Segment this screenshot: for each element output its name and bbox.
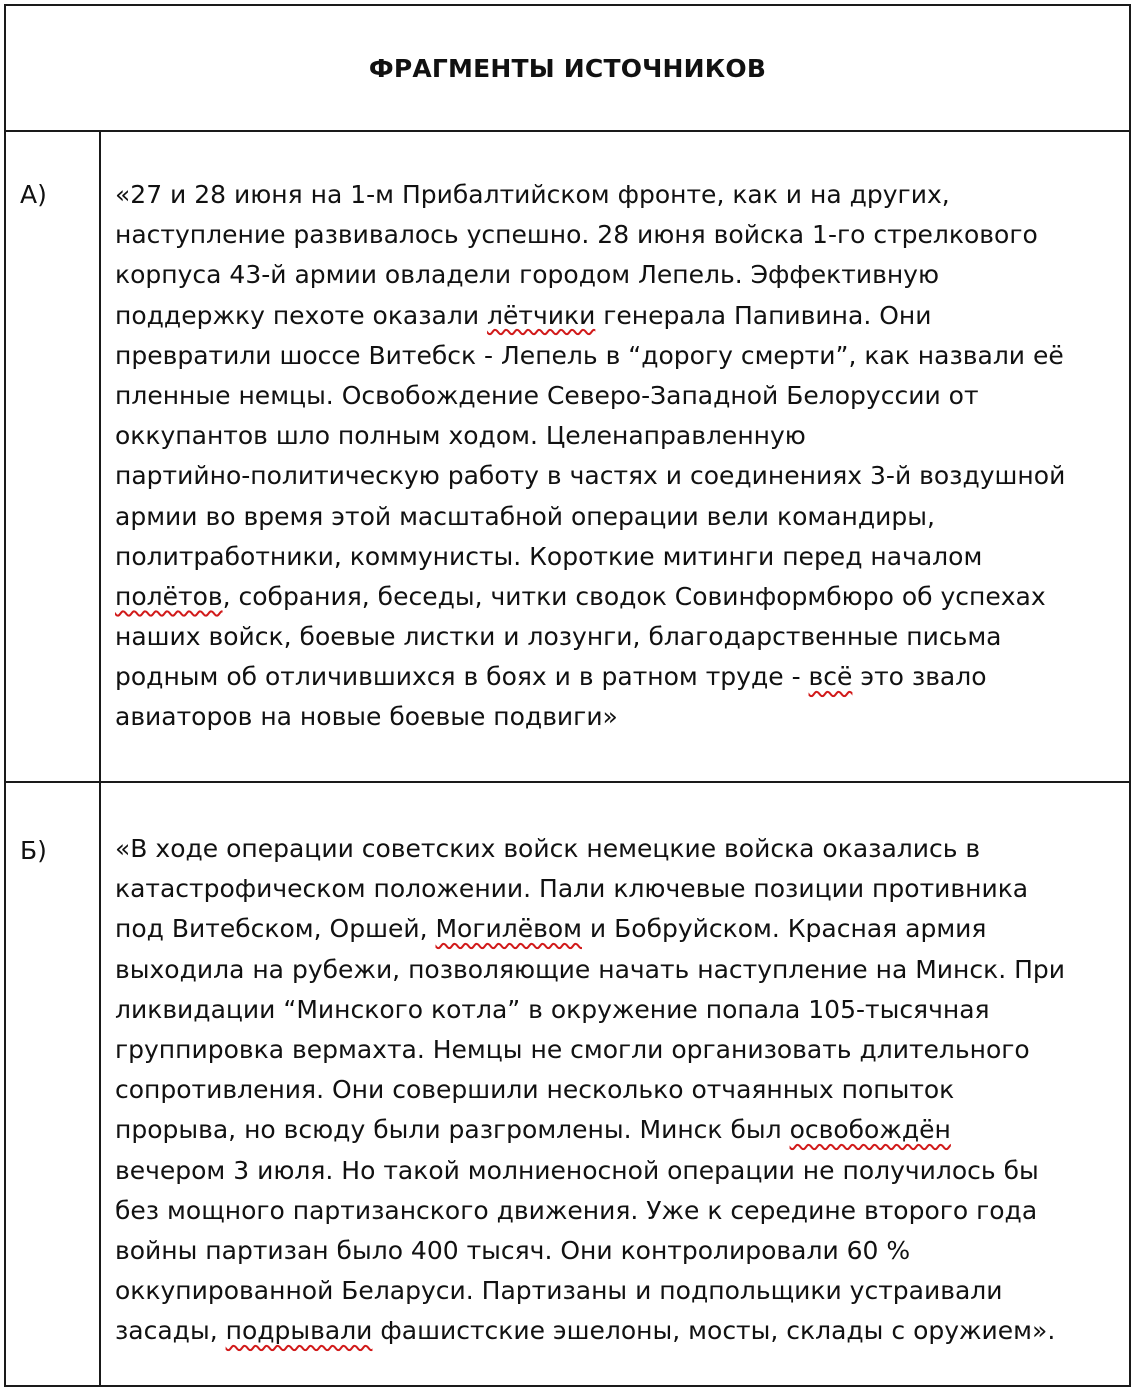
text-line bbox=[115, 869, 1125, 909]
spellcheck-word: всё bbox=[808, 662, 853, 692]
spellcheck-word: освобождён bbox=[789, 1115, 951, 1145]
fragment-label: Б) bbox=[20, 836, 47, 865]
text-line bbox=[115, 950, 1125, 990]
text-line bbox=[115, 416, 1125, 456]
text-segment: под Витебском, Оршей, bbox=[115, 914, 436, 944]
spellcheck-word: полётов bbox=[115, 581, 223, 611]
text-segment: превратили шоссе Витебск - Лепель в “дорогу смерти”, как назвали её bbox=[115, 340, 1064, 370]
fragment-row-b bbox=[6, 783, 1129, 1385]
text-segment: прорыва, но всюду были разгромлены. Минск был bbox=[115, 1115, 790, 1145]
table-header bbox=[6, 6, 1129, 132]
text-segment: оккупированной Беларуси. Партизаны и подпольщики устраивали bbox=[115, 1276, 1003, 1306]
text-segment: наступление развивалось успешно. 28 июня войска 1-го стрелкового bbox=[115, 220, 1038, 250]
text-segment: партийно-политическую работу в частях и соединениях 3-й воздушной bbox=[115, 461, 1066, 491]
text-line bbox=[115, 1191, 1125, 1231]
text-line bbox=[115, 456, 1125, 496]
text-line bbox=[115, 990, 1125, 1030]
text-line bbox=[115, 215, 1125, 255]
text-line bbox=[115, 255, 1125, 295]
text-segment: выходила на рубежи, позволяющие начать наступление на Минск. При bbox=[115, 954, 1066, 984]
text-segment: сопротивления. Они совершили несколько отчаянных попыток bbox=[115, 1075, 955, 1105]
sources-table bbox=[4, 4, 1131, 1387]
spellcheck-word: Могилёвом bbox=[435, 914, 582, 944]
text-line bbox=[115, 657, 1125, 697]
spellcheck-word: подрывали bbox=[225, 1316, 373, 1346]
text-segment: корпуса 43-й армии овладели городом Лепель. Эффективную bbox=[115, 260, 940, 290]
text-segment: «В ходе операции советских войск немецкие войска оказались в bbox=[115, 834, 981, 863]
text-segment: без мощного партизанского движения. Уже к середине второго года bbox=[115, 1195, 1038, 1225]
text-segment: фашистские эшелоны, мосты, склады с оружием». bbox=[372, 1316, 1056, 1346]
spellcheck-word: лётчики bbox=[487, 300, 596, 330]
text-line bbox=[115, 1271, 1125, 1311]
text-line bbox=[115, 617, 1125, 657]
text-segment: катастрофическом положении. Пали ключевые позиции противника bbox=[115, 874, 1029, 904]
text-line bbox=[115, 1030, 1125, 1070]
text-line bbox=[115, 497, 1125, 537]
text-segment: пленные немцы. Освобождение Северо-Западной Белоруссии от bbox=[115, 380, 979, 410]
text-line bbox=[115, 697, 1125, 737]
text-segment: группировка вермахта. Немцы не смогли организовать длительного bbox=[115, 1034, 1030, 1064]
text-segment: вечером 3 июля. Но такой молниеносной операции не получилось бы bbox=[115, 1155, 1039, 1185]
text-line bbox=[115, 1311, 1125, 1351]
text-segment: ликвидации “Минского котла” в окружение попала 105-тысячная bbox=[115, 994, 990, 1024]
text-segment: засады, bbox=[115, 1316, 226, 1346]
text-line bbox=[115, 909, 1125, 949]
text-line bbox=[115, 1070, 1125, 1110]
text-line bbox=[115, 1110, 1125, 1150]
text-line bbox=[115, 829, 1125, 869]
text-line bbox=[115, 175, 1125, 215]
text-segment: наших войск, боевые листки и лозунги, благодарственные письма bbox=[115, 622, 1002, 652]
text-line bbox=[115, 1151, 1125, 1191]
text-segment: родным об отличившихся в боях и в ратном труде - bbox=[115, 662, 809, 692]
text-segment: оккупантов шло полным ходом. Целенаправленную bbox=[115, 421, 806, 451]
text-segment: армии во время этой масштабной операции вели командиры, bbox=[115, 501, 935, 531]
fragment-text bbox=[115, 829, 1125, 1351]
text-line bbox=[115, 336, 1125, 376]
text-line bbox=[115, 1231, 1125, 1271]
fragment-text bbox=[115, 175, 1125, 738]
text-segment: войны партизан было 400 тысяч. Они контролировали 60 % bbox=[115, 1235, 911, 1265]
text-segment: «27 и 28 июня на 1-м Прибалтийском фронте, как и на других, bbox=[115, 180, 950, 209]
text-segment: авиаторов на новые боевые подвиги» bbox=[115, 702, 618, 732]
text-line bbox=[115, 537, 1125, 577]
text-line bbox=[115, 296, 1125, 336]
text-segment: это звало bbox=[852, 662, 987, 692]
text-segment: генерала Папивина. Они bbox=[595, 300, 932, 330]
text-segment: , собрания, беседы, читки сводок Совинформбюро об успехах bbox=[222, 581, 1046, 611]
text-line bbox=[115, 376, 1125, 416]
text-segment: поддержку пехоте оказали bbox=[115, 300, 488, 330]
text-segment: и Бобруйском. Красная армия bbox=[581, 914, 987, 944]
fragment-row-a bbox=[6, 132, 1129, 783]
text-segment: политработники, коммунисты. Короткие митинги перед началом bbox=[115, 541, 983, 571]
fragment-label: А) bbox=[20, 180, 47, 209]
table-title: ФРАГМЕНТЫ ИСТОЧНИКОВ bbox=[368, 53, 767, 83]
text-line bbox=[115, 577, 1125, 617]
